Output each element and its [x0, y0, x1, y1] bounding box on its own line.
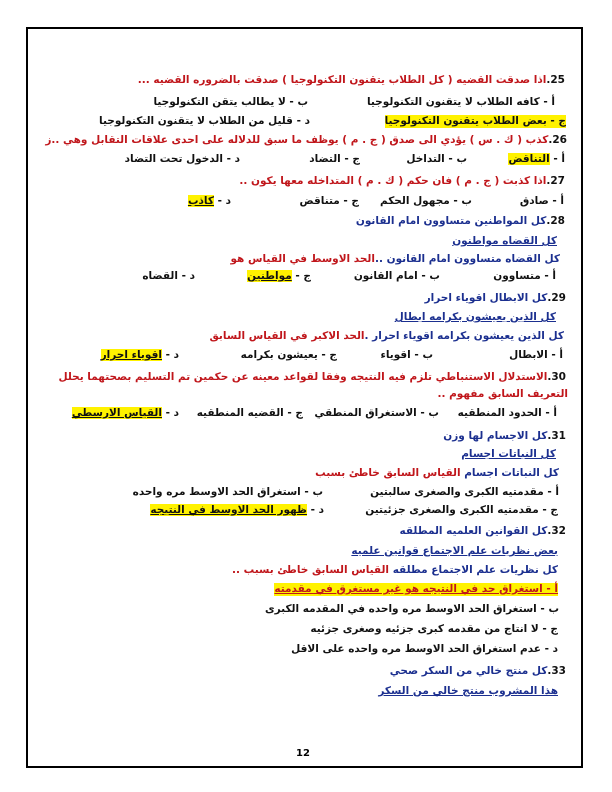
q29-number: 29.: [547, 292, 566, 304]
q32-option-c[interactable]: ج - لا انتاج من مقدمه كبرى جزئيه وصغرى جزئيه: [310, 623, 558, 635]
q26-option-a-prefix: أ -: [553, 153, 565, 165]
q26-option-a[interactable]: [508, 153, 565, 166]
q29-minor-premise: كل الذين يعيشون بكرامه ابطال: [394, 311, 556, 323]
q26-option-c[interactable]: ج - التضاد: [309, 153, 360, 165]
q31-option-d-text: ظهور الحد الاوسط في النتيجه: [150, 504, 307, 516]
q29-stem: [425, 292, 566, 305]
q27-option-b[interactable]: ب - مجهول الحكم: [379, 195, 472, 207]
page-number: 12: [296, 748, 310, 759]
q31-ask: القياس السابق خاطئ بسبب: [315, 467, 461, 479]
q30-text-line1: الاستدلال الاستنباطي تلزم فيه النتيجه وفقا لقواعد معينه عن حكمين تم التسليم بصحتهما يحلل: [58, 371, 548, 383]
q31-conclusion: [315, 467, 559, 480]
q28-option-b[interactable]: ب - امام القانون: [353, 270, 440, 282]
q32-option-b[interactable]: ب - استغراق الحد الاوسط مره واحده في المقدمه الكبرى: [265, 603, 559, 615]
q30-option-c[interactable]: ج - القضيه المنطقيه: [196, 407, 303, 419]
q29-conclusion-text: كل الذين يعيشون بكرامه اقوياء احرار .: [364, 330, 564, 342]
q30-option-d-prefix: د -: [165, 407, 179, 419]
q25-option-b[interactable]: ب - لا يطالب يتقن التكنولوجيا: [153, 96, 308, 108]
q30-option-b[interactable]: ب - الاستغراق المنطقي: [314, 407, 439, 419]
q27-option-d-text: كاذب: [187, 195, 214, 207]
q29-option-d[interactable]: [101, 349, 179, 362]
q27-option-c[interactable]: ج - متناقض: [299, 195, 359, 207]
q25-number: 25.: [546, 74, 565, 86]
q33-number: 33.: [547, 665, 566, 677]
q30-option-a[interactable]: أ - الحدود المنطقيه: [457, 407, 557, 419]
q30-stem-line1: [58, 371, 566, 384]
q31-option-a[interactable]: أ - مقدمتيه الكبرى والصغرى سالبتين: [370, 486, 559, 498]
q32-option-d[interactable]: د - عدم استغراق الحد الاوسط مره واحده على الاقل: [291, 643, 558, 655]
q29-conclusion: [209, 330, 564, 343]
q30-number: 30.: [547, 371, 566, 383]
q31-option-d[interactable]: [150, 504, 324, 517]
q30-option-d[interactable]: [72, 407, 179, 420]
q28-text: كل المواطنين متساوون امام القانون: [355, 215, 547, 227]
q25-option-a[interactable]: أ - كافه الطلاب لا يتقنون التكنولوجيا: [366, 96, 555, 108]
q28-option-c[interactable]: [247, 270, 311, 283]
q31-text: كل الاجسام لها وزن: [443, 430, 548, 442]
q26-text: كذب ( ك . س ) يؤدي الى صدق ( ج . م ) يوظف ما سبق للدلاله على احدى علاقات التقابل وهي ..ز: [45, 134, 549, 146]
q32-stem: [400, 525, 567, 538]
q27-option-d-prefix: د -: [217, 195, 231, 207]
q28-stem: [356, 215, 565, 228]
q26-number: 26.: [548, 134, 567, 146]
q31-minor-premise: كل النباتات اجسام: [461, 448, 556, 460]
q27-option-d[interactable]: [188, 195, 231, 208]
q28-option-c-text: مواطنين: [247, 270, 292, 282]
q28-conclusion: [230, 253, 560, 266]
q25-text: اذا صدقت القضيه ( كل الطلاب يتقنون التكنولوجيا ) صدقت بالضروره القضيه ...: [137, 74, 547, 86]
q32-conclusion-text: كل نظريات علم الاجتماع مطلقه: [392, 564, 558, 576]
q26-option-d[interactable]: د - الدخول تحت التضاد: [124, 153, 240, 165]
q31-option-b[interactable]: ب - استغراق الحد الاوسط مره واحده: [132, 486, 323, 498]
q31-number: 31.: [547, 430, 566, 442]
q25-stem: [138, 74, 565, 87]
q27-number: 27.: [546, 175, 565, 187]
q26-option-b[interactable]: ب - التداخل: [406, 153, 467, 165]
q31-stem: [443, 430, 566, 443]
q28-option-d[interactable]: د - القضاه: [142, 270, 195, 282]
q27-text: اذا كذبت ( ج . م ) فان حكم ( ك . م ) المتداخله معها يكون ..: [239, 175, 547, 187]
q26-option-a-text: التناقض: [508, 153, 550, 165]
q28-option-c-prefix: ج -: [295, 270, 311, 282]
q28-option-a[interactable]: أ - متساوون: [493, 270, 556, 282]
q31-conclusion-text: كل النباتات اجسام: [464, 467, 559, 479]
q29-option-c[interactable]: ج - يعيشون بكرامه: [240, 349, 337, 361]
q29-option-d-prefix: د -: [165, 349, 179, 361]
q32-text: كل القوانين العلميه المطلقه: [399, 525, 548, 537]
q31-option-d-prefix: د -: [310, 504, 324, 516]
q25-option-d[interactable]: د - قليل من الطلاب لا يتقنون التكنولوجيا: [99, 115, 310, 127]
q32-minor-premise: بعض نظريات علم الاجتماع قوانين علميه: [351, 545, 558, 557]
q28-minor-premise: كل القضاه مواطنون: [452, 235, 557, 247]
q33-minor-premise: هذا المشروب منتج خالي من السكر: [378, 685, 558, 697]
q27-option-a[interactable]: أ - صادق: [519, 195, 564, 207]
q31-option-c[interactable]: ج - مقدمتيه الكبرى والصغرى جزئيتين: [365, 504, 558, 516]
q26-stem: [45, 134, 567, 147]
q29-option-a[interactable]: أ - الابطال: [509, 349, 563, 361]
q27-stem: [239, 175, 565, 188]
q29-option-d-text: اقوياء احرار: [100, 349, 162, 361]
q30-option-d-text: القياس الارسطي: [71, 407, 162, 419]
q28-conclusion-text: كل القضاه متساوون امام القانون ..: [374, 253, 560, 265]
q32-conclusion: [232, 564, 558, 577]
q33-text: كل منتج خالي من السكر صحي: [389, 665, 548, 677]
q32-ask: القياس السابق خاطئ بسبب ..: [231, 564, 390, 576]
q32-number: 32.: [547, 525, 566, 537]
q29-ask: الحد الاكبر في القياس السابق: [209, 330, 365, 342]
q29-option-b[interactable]: ب - اقوياء: [380, 349, 433, 361]
q32-option-a[interactable]: أ - استغراق حد في النتيجه هو غير مستغرق في مقدمته: [274, 583, 558, 595]
q28-number: 28.: [546, 215, 565, 227]
q33-stem: [390, 665, 566, 678]
q28-ask: الحد الاوسط في القياس هو: [230, 253, 375, 265]
q25-option-c[interactable]: ج - بعض الطلاب يتقنون التكنولوجيا: [384, 115, 566, 127]
q30-text-line2: التعريف السابق مفهوم ..: [437, 388, 568, 400]
q29-text: كل الابطال اقوياء احرار: [424, 292, 548, 304]
